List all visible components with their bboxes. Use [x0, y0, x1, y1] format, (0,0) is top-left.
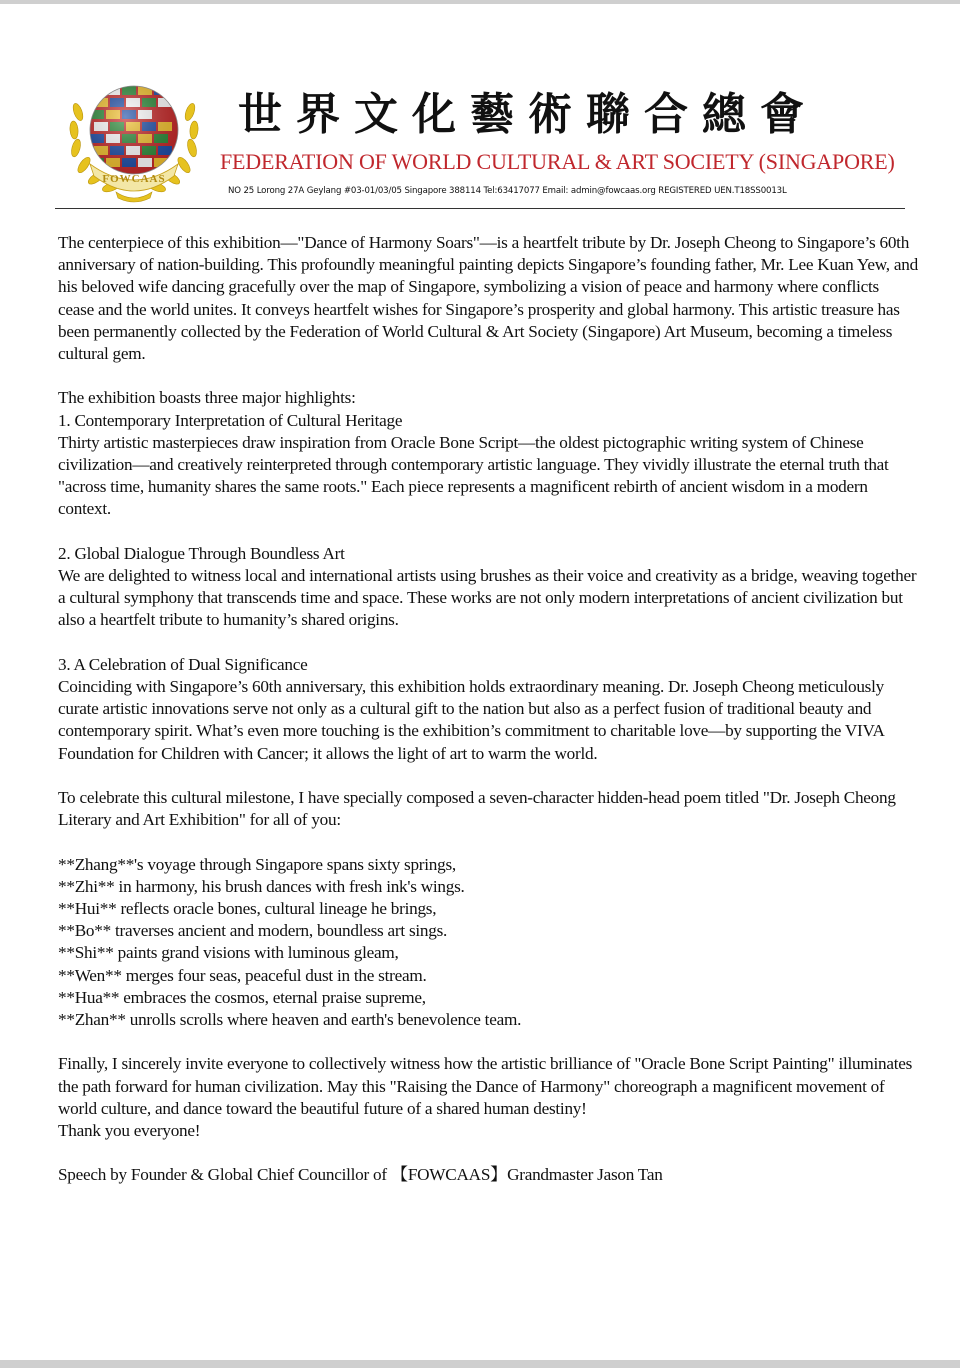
- poem-line: **Hui** reflects oracle bones, cultural lineage he brings,: [58, 899, 437, 919]
- thanks-line: Thank you everyone!: [58, 1121, 201, 1141]
- poem-line: **Zhi** in harmony, his brush dances with fresh ink's wings.: [58, 876, 465, 896]
- english-organization-title: FEDERATION OF WORLD CULTURAL & ART SOCIETY (SINGAPORE): [220, 149, 895, 174]
- paragraph-gap: [58, 632, 918, 654]
- highlight-2-title: 2. Global Dialogue Through Boundless Art: [58, 543, 345, 563]
- poem-line: **Zhang**'s voyage through Singapore spans sixty springs,: [58, 854, 456, 874]
- highlight-3-title: 3. A Celebration of Dual Significance: [58, 654, 308, 674]
- poem-line: **Bo** traverses ancient and modern, boundless art sings.: [58, 921, 448, 941]
- highlight-3-text: Coinciding with Singapore’s 60th anniversary, this exhibition holds extraordinary meaning. Dr. Joseph Cheong meticulously curate artistic innovations serve not only as a cultural gift to the nation but also as a perfect fusion of traditional beauty and contemporary spirit. What’s even more touching is the exhibition’s commitment to charitable love—by supporting the VIVA Foundation for Children with Cancer; it allows the light of art to warm the world.: [58, 677, 884, 763]
- svg-text:FOWCAAS: FOWCAAS: [102, 173, 166, 185]
- highlight-2-text: We are delighted to witness local and international artists using brushes as their voice and creativity as a bridge, weaving together a cultural symphony that transcends time and space. These works are not only modern interpretations of ancient civilization but also a heartfelt tribute to humanity’s shared origins.: [58, 566, 917, 630]
- paragraph-gap: [58, 1031, 918, 1053]
- paragraph-gap: [58, 521, 918, 543]
- letterhead-divider: [55, 208, 905, 209]
- poem-line: **Wen** merges four seas, peaceful dust in the stream.: [58, 965, 427, 985]
- paragraph-gap: [58, 831, 918, 853]
- poem-line: **Zhan** unrolls scrolls where heaven and earth's benevolence team.: [58, 1010, 522, 1030]
- paragraph-gap: [58, 1142, 918, 1164]
- paragraph-gap: [58, 365, 918, 387]
- closing-paragraph: Finally, I sincerely invite everyone to collectively witness how the artistic brilliance of "Oracle Bone Script Painting" illuminates the path forward for human civilization. May this "Raising the Dance of Harmony" choreograph a magnificent movement of world culture, and dance toward the beautiful future of a shared human destiny!: [58, 1054, 913, 1118]
- bottom-edge-band: [0, 1360, 960, 1368]
- highlight-1-title: 1. Contemporary Interpretation of Cultural Heritage: [58, 410, 403, 430]
- highlight-1-text: Thirty artistic masterpieces draw inspiration from Oracle Bone Script—the oldest pictographic writing system of Chinese civilization—and creatively reinterpreted through contemporary artistic language. They vividly illustrate the eternal truth that "across time, humanity shares the same roots." Each piece represents a magnificent rebirth of ancient wisdom in a modern context.: [58, 432, 889, 519]
- address-contact-line: NO 25 Lorong 27A Geylang #03-01/03/05 Singapore 388114 Tel:63417077 Email: admin@fowcaas.org REGISTERED UEN.T18SS0013L: [228, 186, 787, 196]
- highlights-intro: The exhibition boasts three major highlights:: [58, 388, 356, 408]
- signature-line: Speech by Founder & Global Chief Councillor of 【FOWCAAS】Grandmaster Jason Tan: [58, 1165, 663, 1185]
- speech-body: [58, 232, 918, 1187]
- chinese-organization-title: 世界文化藝術聯合總會: [238, 89, 818, 140]
- paragraph-gap: [58, 765, 918, 787]
- poem-intro: To celebrate this cultural milestone, I have specially composed a seven-character hidden-head poem titled "Dr. Joseph Cheong Literary and Art Exhibition" for all of you:: [58, 788, 896, 830]
- poem: [58, 854, 918, 1032]
- letterhead: [0, 0, 960, 212]
- fowcaas-globe-laurel-logo-icon: [66, 72, 202, 204]
- intro-paragraph: The centerpiece of this exhibition—"Dance of Harmony Soars"—is a heartfelt tribute by Dr. Joseph Cheong to Singapore’s 60th anniversary of nation-building. This profoundly meaningful painting depicts Singapore’s founding father, Mr. Lee Kuan Yew, and his beloved wife dancing gracefully over the map of Singapore, symbolizing a vision of peace and harmony where conflicts cease and the world unites. It conveys heartfelt wishes for Singapore’s prosperity and global harmony. This artistic treasure has been permanently collected by the Federation of World Cultural & Art Society (Singapore) Art Museum, becoming a timeless cultural gem.: [58, 233, 918, 364]
- poem-line: **Shi** paints grand visions with luminous gleam,: [58, 943, 399, 963]
- poem-line: **Hua** embraces the cosmos, eternal praise supreme,: [58, 987, 426, 1007]
